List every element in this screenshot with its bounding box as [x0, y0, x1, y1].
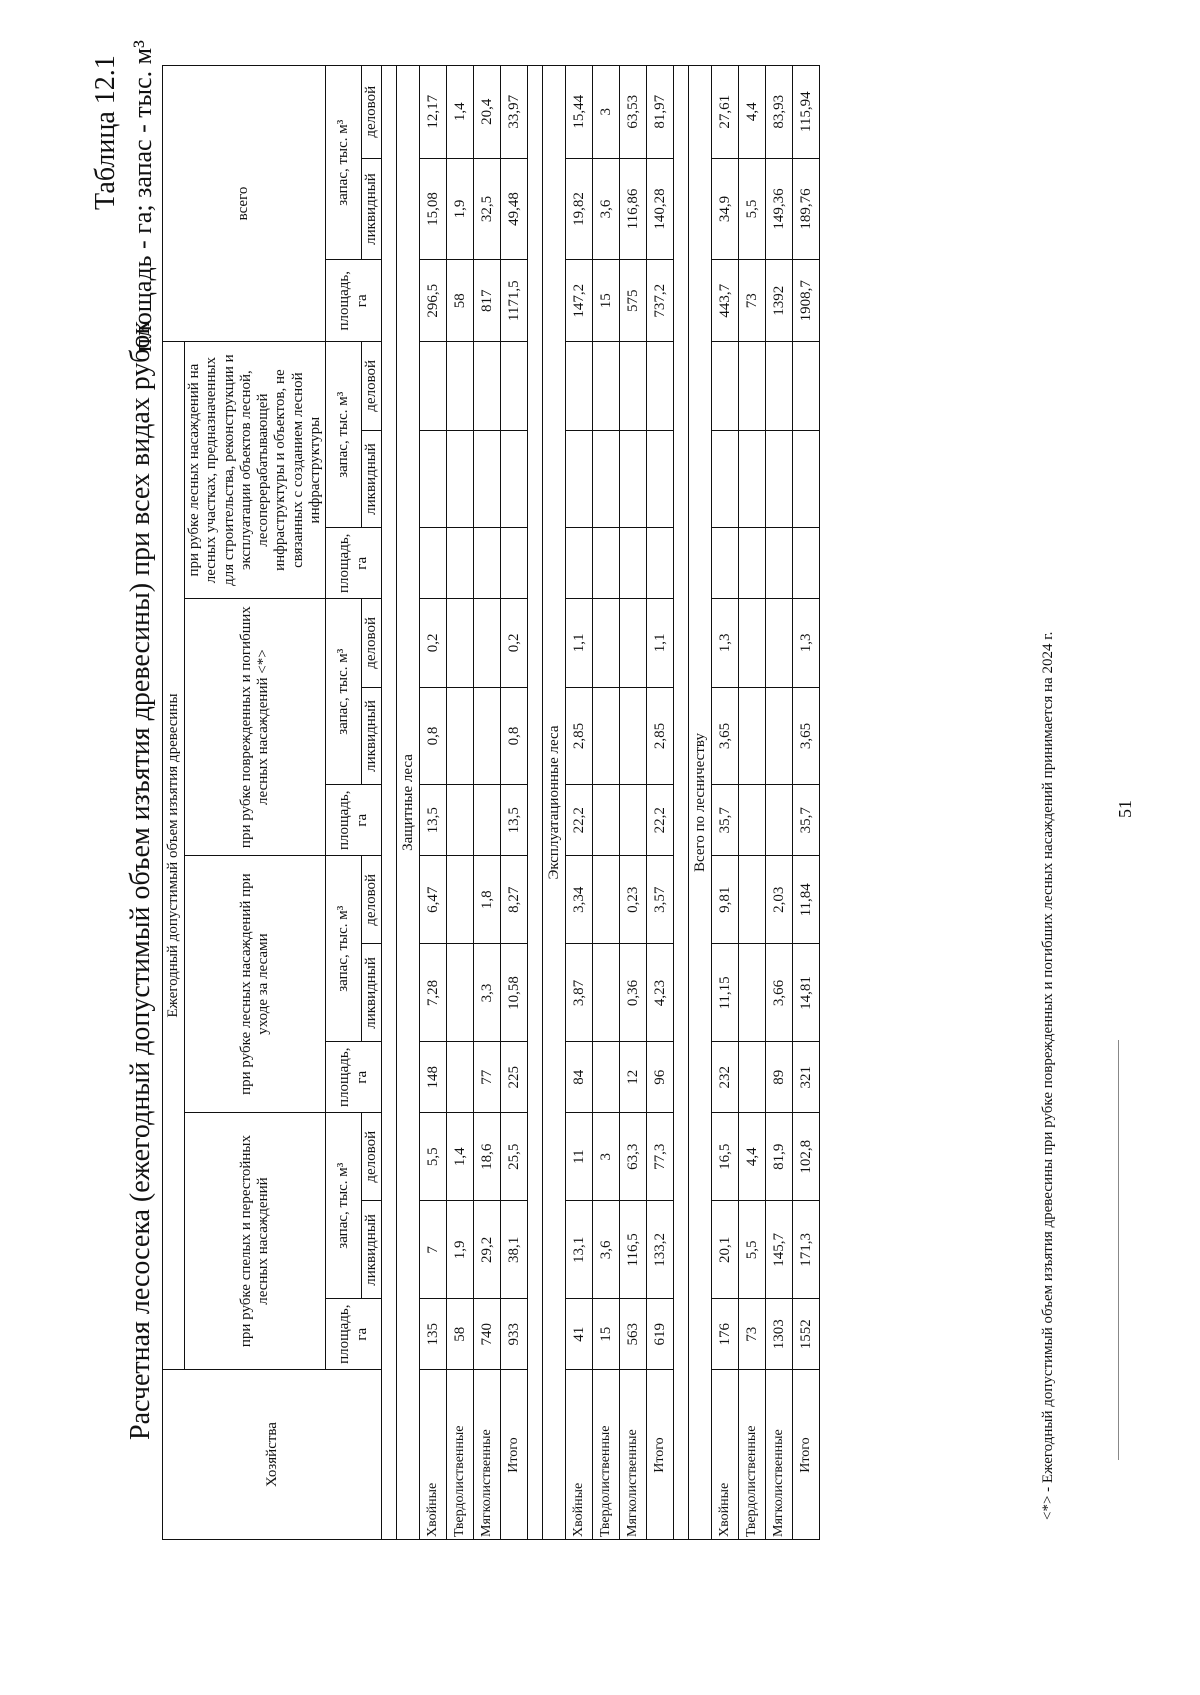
- table-row: [620, 66, 647, 1540]
- table-cell: [647, 342, 674, 430]
- row-label: Мягколиственные: [620, 1370, 647, 1540]
- table-cell: 737,2: [647, 260, 674, 342]
- table-cell: 15: [593, 260, 620, 342]
- table-cell: [593, 430, 620, 528]
- table-cell: 14,81: [793, 944, 820, 1042]
- table-cell: 4,4: [739, 66, 766, 159]
- table-cell: 619: [647, 1299, 674, 1370]
- table-cell: 149,36: [766, 158, 793, 260]
- table-cell: 13,1: [566, 1201, 593, 1299]
- table-cell: 7,28: [420, 944, 447, 1042]
- table-cell: 5,5: [739, 1201, 766, 1299]
- table-cell: [447, 785, 474, 856]
- header-top: Ежегодный допустимый объем изъятия древесины: [163, 342, 185, 1370]
- table-cell: [447, 687, 474, 785]
- row-label: Итого: [647, 1370, 674, 1540]
- table-cell: [739, 342, 766, 430]
- table-cell: [447, 430, 474, 528]
- table-cell: [739, 785, 766, 856]
- table-cell: [420, 342, 447, 430]
- table-cell: [420, 430, 447, 528]
- table-cell: 35,7: [793, 785, 820, 856]
- table-cell: 5,5: [420, 1113, 447, 1201]
- table-row: [712, 66, 739, 1540]
- spacer-row: [674, 66, 689, 1540]
- header-area: площадь, га: [326, 785, 382, 856]
- table-cell: [620, 342, 647, 430]
- table-cell: [739, 1042, 766, 1113]
- table-cell: 96: [647, 1042, 674, 1113]
- table-cell: 3,34: [566, 856, 593, 944]
- table-cell: 1,1: [566, 599, 593, 687]
- table-cell: 102,8: [793, 1113, 820, 1201]
- table-cell: 29,2: [474, 1201, 501, 1299]
- table-cell: 41: [566, 1299, 593, 1370]
- row-label: Хвойные: [712, 1370, 739, 1540]
- table-cell: 3,66: [766, 944, 793, 1042]
- table-cell: 13,5: [420, 785, 447, 856]
- table-cell: 58: [447, 1299, 474, 1370]
- table-cell: [739, 430, 766, 528]
- table-cell: 232: [712, 1042, 739, 1113]
- table-cell: 20,4: [474, 66, 501, 159]
- table-cell: 1,3: [712, 599, 739, 687]
- table-cell: 2,03: [766, 856, 793, 944]
- spacer-row: [528, 66, 543, 1540]
- table-cell: 8,27: [501, 856, 528, 944]
- table-cell: [712, 430, 739, 528]
- table-cell: 740: [474, 1299, 501, 1370]
- table-cell: [766, 342, 793, 430]
- row-label: Твердолиственные: [447, 1370, 474, 1540]
- table-cell: 63,53: [620, 66, 647, 159]
- table-cell: 11,84: [793, 856, 820, 944]
- table-cell: [501, 342, 528, 430]
- table-row: [474, 66, 501, 1540]
- table-cell: 1,9: [447, 1201, 474, 1299]
- table-cell: [766, 687, 793, 785]
- header-group-total: всего: [163, 66, 326, 342]
- table-cell: [766, 599, 793, 687]
- section-title: Защитные леса: [397, 66, 420, 1540]
- section-title-row: [689, 66, 712, 1540]
- table-cell: 34,9: [712, 158, 739, 260]
- table-cell: [620, 430, 647, 528]
- table-cell: 9,81: [712, 856, 739, 944]
- table-cell: [712, 342, 739, 430]
- table-cell: 22,2: [647, 785, 674, 856]
- table-cell: [566, 430, 593, 528]
- table-cell: 1,8: [474, 856, 501, 944]
- table-row: [739, 66, 766, 1540]
- table-cell: 225: [501, 1042, 528, 1113]
- row-label: Итого: [793, 1370, 820, 1540]
- table-cell: [474, 430, 501, 528]
- table-cell: 15,44: [566, 66, 593, 159]
- table-cell: 13,5: [501, 785, 528, 856]
- table-cell: [620, 528, 647, 599]
- table-cell: 3: [593, 1113, 620, 1201]
- table-cell: [620, 785, 647, 856]
- table-cell: [474, 528, 501, 599]
- table-cell: 4,4: [739, 1113, 766, 1201]
- header-stock: запас, тыс. м³: [326, 1113, 362, 1299]
- table-cell: 0,2: [501, 599, 528, 687]
- table-cell: [447, 856, 474, 944]
- row-label: Хвойные: [420, 1370, 447, 1540]
- table-cell: 3,65: [712, 687, 739, 785]
- table-cell: [447, 1042, 474, 1113]
- table-cell: 6,47: [420, 856, 447, 944]
- table-cell: 5,5: [739, 158, 766, 260]
- header-liquid: ликвидный: [362, 158, 382, 260]
- units-note: площадь - га; запас - тыс. м³: [128, 40, 157, 352]
- spacer-row: [382, 66, 397, 1540]
- table-row: [647, 66, 674, 1540]
- table-cell: [474, 342, 501, 430]
- table-cell: [474, 785, 501, 856]
- table-cell: 10,58: [501, 944, 528, 1042]
- table-cell: 15,08: [420, 158, 447, 260]
- table-cell: [593, 599, 620, 687]
- header-group-damaged: при рубке поврежденных и погибших лесных насаждений <*>: [185, 599, 326, 856]
- table-cell: 563: [620, 1299, 647, 1370]
- table-cell: [566, 342, 593, 430]
- header-liquid: ликвидный: [362, 944, 382, 1042]
- table-row: [447, 66, 474, 1540]
- table-cell: [647, 528, 674, 599]
- table-cell: 0,23: [620, 856, 647, 944]
- table-cell: [474, 599, 501, 687]
- table-cell: 63,3: [620, 1113, 647, 1201]
- table-cell: [447, 599, 474, 687]
- table-cell: 16,5: [712, 1113, 739, 1201]
- table-container: [162, 65, 820, 1540]
- table-cell: 81,97: [647, 66, 674, 159]
- table-cell: [420, 528, 447, 599]
- table-cell: 83,93: [766, 66, 793, 159]
- table-cell: 33,97: [501, 66, 528, 159]
- table-cell: 11,15: [712, 944, 739, 1042]
- table-cell: 20,1: [712, 1201, 739, 1299]
- row-label: Мягколиственные: [474, 1370, 501, 1540]
- table-row: [766, 66, 793, 1540]
- table-cell: 12,17: [420, 66, 447, 159]
- cutting-table: [162, 65, 820, 1540]
- table-cell: [766, 430, 793, 528]
- table-cell: 1,3: [793, 599, 820, 687]
- table-cell: 0,8: [501, 687, 528, 785]
- table-cell: 3,65: [793, 687, 820, 785]
- table-cell: 3: [593, 66, 620, 159]
- table-cell: 115,94: [793, 66, 820, 159]
- table-cell: [447, 342, 474, 430]
- table-cell: 3,6: [593, 158, 620, 260]
- table-cell: 4,23: [647, 944, 674, 1042]
- table-cell: 12: [620, 1042, 647, 1113]
- table-cell: [712, 528, 739, 599]
- table-cell: 3,3: [474, 944, 501, 1042]
- table-cell: [739, 528, 766, 599]
- header-stock: запас, тыс. м³: [326, 66, 362, 260]
- table-cell: [793, 430, 820, 528]
- table-cell: [593, 856, 620, 944]
- header-group-care: при рубке лесных насаждений при уходе за лесами: [185, 856, 326, 1113]
- table-cell: 58: [447, 260, 474, 342]
- table-cell: 189,76: [793, 158, 820, 260]
- table-cell: 0,2: [420, 599, 447, 687]
- section-title: Всего по лесничеству: [689, 66, 712, 1540]
- table-cell: [647, 430, 674, 528]
- header-business: деловой: [362, 856, 382, 944]
- header-area: площадь, га: [326, 1299, 382, 1370]
- table-cell: 2,85: [566, 687, 593, 785]
- table-cell: [593, 785, 620, 856]
- table-cell: 1171,5: [501, 260, 528, 342]
- header-group-mature: при рубке спелых и перестойных лесных насаждений: [185, 1113, 326, 1370]
- table-cell: 140,28: [647, 158, 674, 260]
- table-cell: 73: [739, 260, 766, 342]
- table-cell: [793, 342, 820, 430]
- table-cell: 135: [420, 1299, 447, 1370]
- table-cell: 11: [566, 1113, 593, 1201]
- section-title-row: [397, 66, 420, 1540]
- header-area: площадь, га: [326, 260, 382, 342]
- page-title: Расчетная лесосека (ежегодный допустимый объем изъятия древесины) при всех видах рубок: [125, 321, 156, 1440]
- table-cell: 817: [474, 260, 501, 342]
- table-cell: 443,7: [712, 260, 739, 342]
- page-number: 51: [1115, 800, 1135, 818]
- table-cell: 1392: [766, 260, 793, 342]
- table-cell: 1552: [793, 1299, 820, 1370]
- table-cell: 321: [793, 1042, 820, 1113]
- table-cell: 1303: [766, 1299, 793, 1370]
- table-row: [793, 66, 820, 1540]
- table-cell: 35,7: [712, 785, 739, 856]
- table-cell: [739, 856, 766, 944]
- table-cell: 2,85: [647, 687, 674, 785]
- table-cell: 32,5: [474, 158, 501, 260]
- row-label: Твердолиственные: [593, 1370, 620, 1540]
- table-cell: [593, 687, 620, 785]
- table-cell: 3,6: [593, 1201, 620, 1299]
- header-business: деловой: [362, 599, 382, 687]
- table-cell: [739, 687, 766, 785]
- table-cell: 1,4: [447, 1113, 474, 1201]
- header-area: площадь, га: [326, 1042, 382, 1113]
- table-number: Таблица 12.1: [90, 55, 121, 210]
- table-cell: 176: [712, 1299, 739, 1370]
- header-area: площадь, га: [326, 528, 382, 599]
- header-stock: запас, тыс. м³: [326, 342, 362, 528]
- table-cell: 575: [620, 260, 647, 342]
- header-liquid: ликвидный: [362, 687, 382, 785]
- header-business: деловой: [362, 66, 382, 159]
- table-cell: 77: [474, 1042, 501, 1113]
- table-cell: 73: [739, 1299, 766, 1370]
- table-cell: 89: [766, 1042, 793, 1113]
- table-body: [382, 66, 820, 1540]
- table-cell: [766, 528, 793, 599]
- table-cell: 116,5: [620, 1201, 647, 1299]
- row-label: Хвойные: [566, 1370, 593, 1540]
- table-cell: [593, 1042, 620, 1113]
- table-cell: 0,8: [420, 687, 447, 785]
- table-cell: 15: [593, 1299, 620, 1370]
- table-cell: 18,6: [474, 1113, 501, 1201]
- table-cell: 38,1: [501, 1201, 528, 1299]
- table-cell: [793, 528, 820, 599]
- table-cell: [620, 599, 647, 687]
- table-cell: [739, 599, 766, 687]
- table-row: [420, 66, 447, 1540]
- table-cell: 171,3: [793, 1201, 820, 1299]
- section-title-row: [543, 66, 566, 1540]
- table-cell: 148: [420, 1042, 447, 1113]
- row-label: Итого: [501, 1370, 528, 1540]
- table-cell: 77,3: [647, 1113, 674, 1201]
- table-cell: [593, 342, 620, 430]
- table-cell: 7: [420, 1201, 447, 1299]
- table-cell: 1,9: [447, 158, 474, 260]
- table-cell: 3,57: [647, 856, 674, 944]
- header-business: деловой: [362, 342, 382, 430]
- table-cell: 22,2: [566, 785, 593, 856]
- table-cell: [474, 687, 501, 785]
- table-cell: [766, 785, 793, 856]
- table-cell: 3,87: [566, 944, 593, 1042]
- table-cell: 1908,7: [793, 260, 820, 342]
- table-cell: 933: [501, 1299, 528, 1370]
- table-cell: 147,2: [566, 260, 593, 342]
- table-cell: [593, 528, 620, 599]
- header-liquid: ликвидный: [362, 1201, 382, 1299]
- table-cell: 116,86: [620, 158, 647, 260]
- section-title: Эксплуатационные леса: [543, 66, 566, 1540]
- table-cell: [739, 944, 766, 1042]
- table-cell: [566, 528, 593, 599]
- table-cell: 296,5: [420, 260, 447, 342]
- table-cell: 133,2: [647, 1201, 674, 1299]
- header-business: деловой: [362, 1113, 382, 1201]
- table-cell: [447, 528, 474, 599]
- table-cell: [501, 430, 528, 528]
- table-cell: [620, 687, 647, 785]
- header-stock: запас, тыс. м³: [326, 599, 362, 785]
- table-row: [566, 66, 593, 1540]
- row-label: Твердолиственные: [739, 1370, 766, 1540]
- table-cell: 49,48: [501, 158, 528, 260]
- table-cell: [593, 944, 620, 1042]
- table-cell: 25,5: [501, 1113, 528, 1201]
- table-cell: 81,9: [766, 1113, 793, 1201]
- footnote: <*> - Ежегодный допустимый объем изъятия древесины при рубке поврежденных и погибших лесных насаждений принимается на 2024 г.: [1040, 631, 1056, 1520]
- table-cell: 19,82: [566, 158, 593, 260]
- row-label: Мягколиственные: [766, 1370, 793, 1540]
- table-cell: 27,61: [712, 66, 739, 159]
- table-row: [501, 66, 528, 1540]
- table-cell: 145,7: [766, 1201, 793, 1299]
- header-stock: запас, тыс. м³: [326, 856, 362, 1042]
- table-cell: [447, 944, 474, 1042]
- table-cell: 1,1: [647, 599, 674, 687]
- table-row: [593, 66, 620, 1540]
- table-cell: 84: [566, 1042, 593, 1113]
- table-cell: 1,4: [447, 66, 474, 159]
- table-cell: 0,36: [620, 944, 647, 1042]
- rotated-page: [40, 0, 1140, 1560]
- header-group-construction: при рубке лесных насаждений на лесных участках, предназначенных для строительства, реконструкции и эксплуатации объектов лесной, лесоперерабатывающей инфраструктуры и объектов, не связанных с созданием лесной инфраструктуры: [185, 342, 326, 599]
- header-hozyaystva: Хозяйства: [163, 1370, 382, 1540]
- table-cell: [501, 528, 528, 599]
- header-liquid: ликвидный: [362, 430, 382, 528]
- divider: [1118, 1040, 1119, 1460]
